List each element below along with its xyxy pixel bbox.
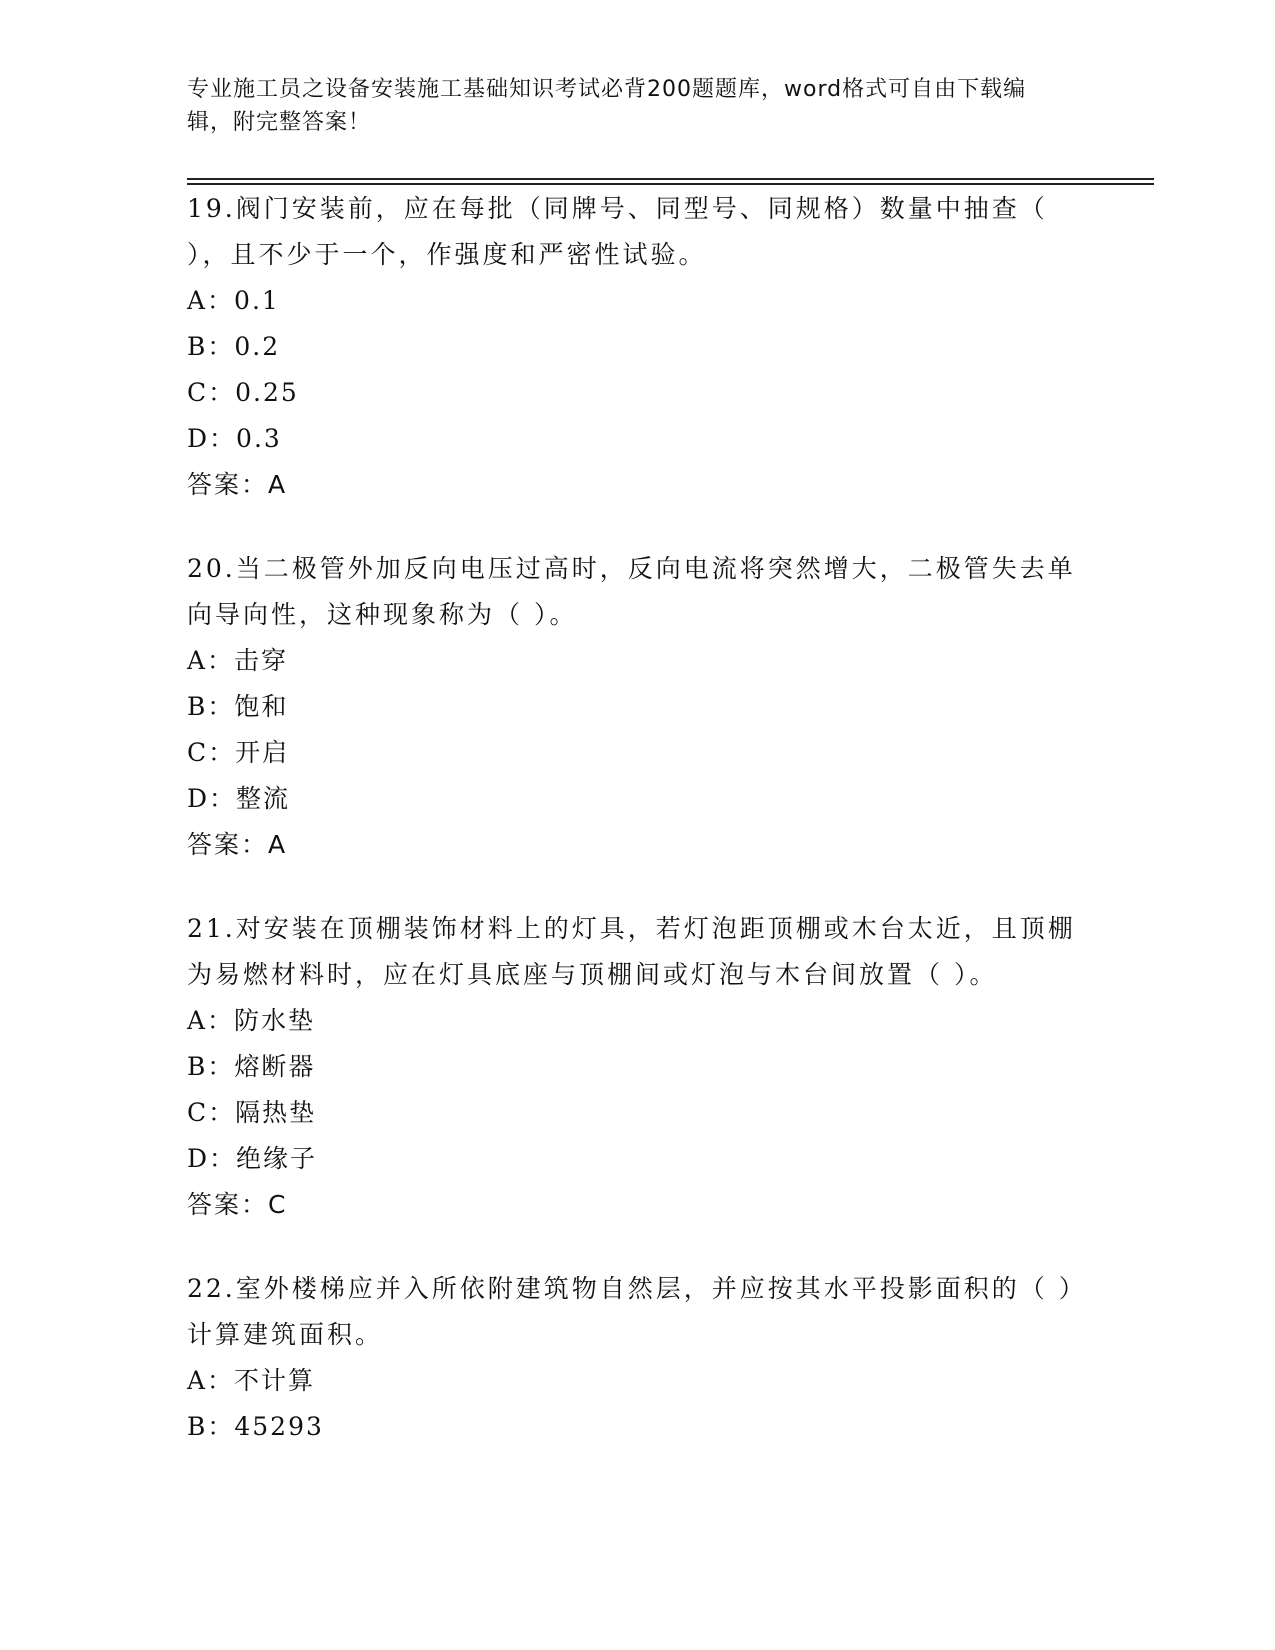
answer: 答案：C [187,1190,288,1219]
header-rule-bottom [187,183,1154,185]
option-c: C：开启 [187,738,290,767]
option-b: B：熔断器 [187,1052,316,1081]
question-text: 19.阀门安装前，应在每批（同牌号、同型号、同规格）数量中抽查（ ），且不少于一个，作强度和严密性试验。 [187,194,1048,269]
question-22 [187,1266,1087,1450]
option-c: C：隔热垫 [187,1098,317,1127]
option-b: B：0.2 [187,332,281,361]
answer: 答案：A [187,470,288,499]
question-text: 20.当二极管外加反向电压过高时，反向电流将突然增大，二极管失去单向导向性，这种现象称为（ ）。 [187,554,1076,629]
option-d: D：整流 [187,784,291,813]
answer: 答案：A [187,830,288,859]
header-rule-top [187,178,1154,180]
option-a: A：防水垫 [187,1006,316,1035]
option-b: B：45293 [187,1412,324,1441]
option-a: A：击穿 [187,646,289,675]
option-d: D：绝缘子 [187,1144,318,1173]
document-header: 专业施工员之设备安装施工基础知识考试必背200题题库，word格式可自由下载编辑，附完整答案！ [187,77,1027,135]
option-a: A：0.1 [187,286,280,315]
option-b: B：饱和 [187,692,289,721]
question-19 [187,186,1087,508]
question-text: 22.室外楼梯应并入所依附建筑物自然层，并应按其水平投影面积的（ ）计算建筑面积。 [187,1274,1087,1349]
question-21 [187,906,1087,1228]
question-text: 21.对安装在顶棚装饰材料上的灯具，若灯泡距顶棚或木台太近，且顶棚为易燃材料时，应在灯具底座与顶棚间或灯泡与木台间放置（ ）。 [187,914,1076,989]
option-c: C：0.25 [187,378,299,407]
option-a: A：不计算 [187,1366,316,1395]
question-20 [187,546,1087,868]
option-d: D：0.3 [187,424,282,453]
